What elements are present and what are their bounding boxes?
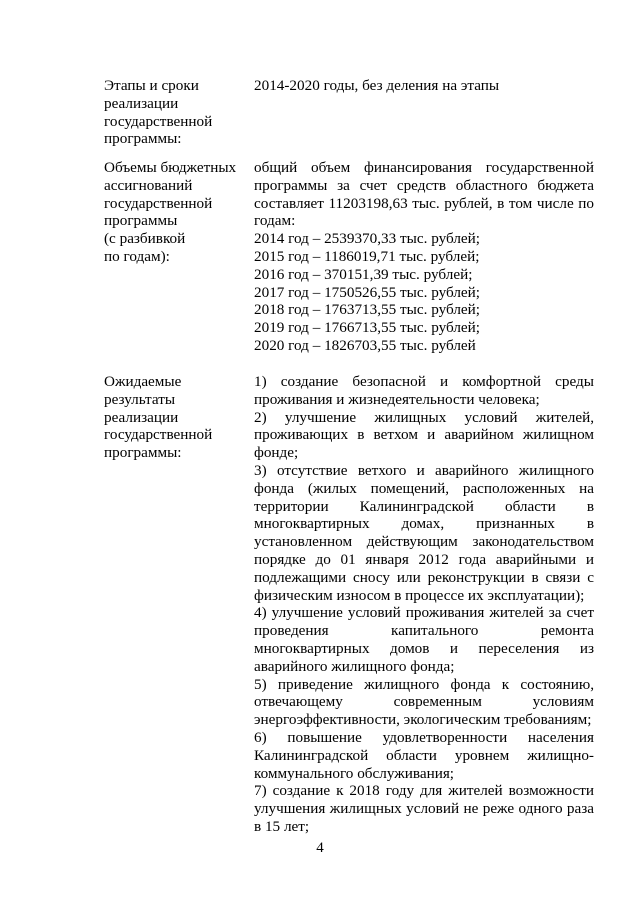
label-line: государственной	[104, 426, 213, 444]
label-line: реализации	[104, 94, 179, 112]
text-line: 2020 год – 1826703,55 тыс. рублей	[254, 336, 476, 354]
text-line: программы за счет средств областного бюджета	[254, 176, 594, 194]
text-line: проживания и жизнедеятельности человека;	[254, 390, 540, 408]
label-line: результаты	[104, 390, 176, 408]
label-line: программы	[104, 212, 178, 230]
text-line: проведения капитального ремонта	[254, 622, 594, 640]
page-number: 4	[316, 840, 324, 856]
label-line: Этапы и сроки	[104, 77, 199, 94]
text-line: отвечающему современным условиям	[254, 693, 594, 711]
section-content	[254, 373, 594, 836]
text-line: 5) приведение жилищного фонда к состоянию,	[254, 675, 594, 693]
text-line: 2016 год – 370151,39 тыс. рублей;	[254, 265, 473, 283]
text-line: аварийного жилищного фонда;	[254, 657, 455, 675]
text-line: фонде;	[254, 444, 299, 462]
text-line: 1) создание безопасной и комфортной среды	[254, 373, 594, 390]
section-content	[254, 77, 594, 95]
label-line: государственной	[104, 112, 213, 130]
label-line: программы:	[104, 130, 182, 148]
text-line: многоквартирных домов и переселения из	[254, 639, 594, 657]
text-line: 2017 год – 1750526,55 тыс. рублей;	[254, 283, 481, 301]
text-line: 2018 год – 1763713,55 тыс. рублей;	[254, 301, 481, 319]
text-line: 2014-2020 годы, без деления на этапы	[254, 77, 500, 94]
text-line: установленном действующим законодательством	[254, 533, 594, 551]
text-line: территории Калининградской области в	[254, 497, 594, 515]
text-line: 6) повышение удовлетворенности населения	[254, 728, 594, 746]
text-line: коммунального обслуживания;	[254, 764, 455, 782]
text-line: 7) создание к 2018 году для жителей возможности	[254, 782, 594, 800]
label-line: (с разбивкой	[104, 230, 186, 248]
text-line: 2014 год – 2539370,33 тыс. рублей;	[254, 230, 481, 248]
text-line: 3) отсутствие ветхого и аварийного жилищного	[254, 461, 594, 479]
section-label	[104, 373, 254, 462]
text-line: физическим износом в процессе их эксплуатации);	[254, 586, 585, 604]
section-label	[104, 77, 254, 148]
label-line: Ожидаемые	[104, 373, 182, 390]
text-line: годам:	[254, 212, 296, 230]
text-line: улучшения жилищных условий не реже одного раза	[254, 800, 594, 818]
section-content	[254, 159, 594, 355]
text-line: Калининградской области уровнем жилищно-	[254, 746, 594, 764]
label-line: программы:	[104, 444, 182, 462]
label-line: ассигнований	[104, 176, 193, 194]
text-line: составляет 11203198,63 тыс. рублей, в том числе по	[254, 194, 594, 212]
text-line: энергоэффективности, экологическим требованиям;	[254, 711, 592, 729]
label-line: Объемы бюджетных	[104, 159, 237, 176]
text-line: 2019 год – 1766713,55 тыс. рублей;	[254, 319, 481, 337]
text-line: подлежащими сносу или реконструкции в связи с	[254, 568, 594, 586]
text-line: фонда (жилых помещений, расположенных на	[254, 479, 594, 497]
text-line: 2) улучшение жилищных условий жителей,	[254, 408, 594, 426]
label-line: по годам):	[104, 247, 170, 265]
label-line: государственной	[104, 194, 213, 212]
label-line: реализации	[104, 408, 179, 426]
text-line: проживающих в ветхом и аварийном жилищном	[254, 426, 594, 444]
text-line: 4) улучшение условий проживания жителей за счет	[254, 604, 594, 622]
text-line: общий объем финансирования государственной	[254, 159, 594, 176]
section-label	[104, 159, 254, 266]
text-line: порядке до 01 января 2012 года аварийными и	[254, 550, 594, 568]
text-line: многоквартирных домах, признанных в	[254, 515, 594, 533]
text-line: в 15 лет;	[254, 817, 310, 835]
text-line: 2015 год – 1186019,71 тыс. рублей;	[254, 247, 480, 265]
